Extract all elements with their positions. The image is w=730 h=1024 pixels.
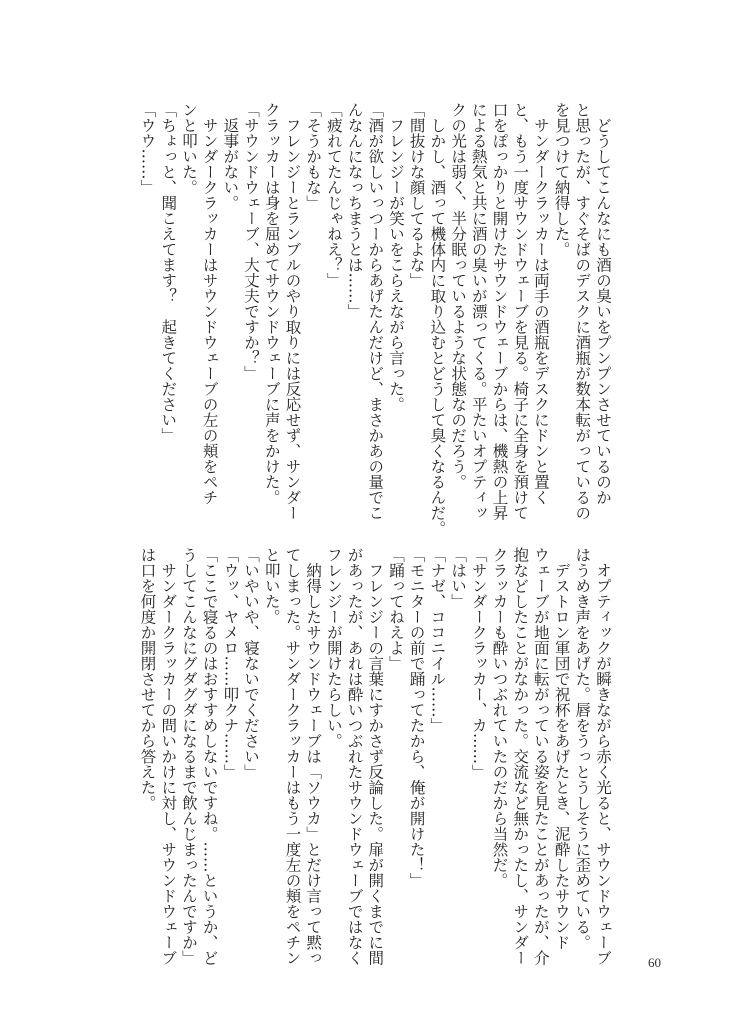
page-number: 60	[648, 955, 661, 970]
text-line: 返事がない。	[221, 102, 240, 211]
text-line: クラッカーも酔いつぶれていたのだから当然だ。	[490, 547, 509, 888]
text-line: クラッカーは身を屈めてサウンドウェーブに声をかけた。	[262, 102, 281, 505]
text-line: サンダークラッカーは両手の酒瓶をデスクにドンと置く	[531, 102, 550, 505]
text-line: ンと叩いた。	[179, 102, 198, 195]
text-line: と、もう一度サウンドウェーブを見る。椅子に全身を預けて	[511, 102, 530, 521]
text-line: んなんになっちまうとは……」	[345, 102, 364, 319]
text-line: はうめき声をあげた。唇をうっとうしそうに歪めている。	[573, 547, 592, 950]
text-line: 「ウッ、ヤメロ……叩クナ……」	[221, 547, 240, 780]
text-line: 「ちょっと、聞こえてます？ 起きてください」	[159, 102, 178, 443]
text-line: オプティックが瞬きながら赤く光ると、サウンドウェーブ	[594, 547, 612, 966]
text-line: てしまった。サンダークラッカーはもう一度左の頬をペチン	[283, 547, 302, 966]
text-line: を見つけて納得した。	[552, 102, 571, 257]
text-line: 「はい」	[449, 547, 468, 609]
text-line: クの光は弱く、半分眠っているような状態なのだろう。	[449, 102, 468, 490]
text-line: フレンジーが開けたらしい。	[324, 547, 343, 749]
text-line: サンダークラッカーの問いかけに対し、サウンドウェーブ	[159, 547, 178, 966]
text-line: 「踊ってねえよ」	[386, 547, 405, 671]
text-line: フレンジーが笑いをこらえながら言った。	[386, 102, 405, 412]
text-line: があったが、あれは酔いつぶれたサウンドウェーブではなく	[345, 547, 364, 966]
text-line: 「サンダークラッカー、カ……」	[469, 547, 488, 780]
text-line: は口を何度か開閉させてから答えた。	[138, 547, 157, 811]
text-line: 「疲れてたんじゃねえ？」	[324, 102, 343, 288]
text-line: 「いやいや、寝ないでください」	[242, 547, 261, 780]
text-line: と叩いた。	[262, 547, 281, 625]
text-line: 「間抜けな顔してるよな」	[407, 102, 426, 288]
text-line: 「ウウ……」	[138, 102, 157, 195]
text-line: ウェーブが地面に転がっている姿を見たことがあったが、介	[531, 547, 550, 966]
text-line: 納得したサウンドウェーブは「ソウカ」とだけ言って黙っ	[304, 547, 323, 966]
text-line: サンダークラッカーはサウンドウェーブの左の頬をペチ	[200, 102, 219, 505]
text-line: フレンジーの言葉にすかさず反論した。扉が開くまでに間	[366, 547, 385, 966]
text-line: 「酒が欲しいっつーからあげたんだけど、まさかあの量でこ	[366, 102, 385, 521]
text-line: と思ったが、すぐそばのデスクに酒瓶が数本転がっているの	[573, 102, 592, 521]
text-line: 「そうかもな」	[304, 102, 323, 211]
text-line: フレンジーとランブルのやり取りには反応せず、サンダー	[283, 102, 302, 521]
text-line: どうしてこんなにも酒の臭いをプンプンさせているのか	[594, 102, 612, 505]
text-line: による熱気と共に酒の臭いが漂ってくる。平たいオプティッ	[469, 102, 488, 521]
text-line: 口をぽっかりと開けたサウンドウェーブからは、機熱の上昇	[490, 102, 509, 521]
top-text-block	[137, 102, 613, 536]
text-line: しかし、酒って機体内に取り込むとどうして臭くなるんだ。	[428, 102, 447, 536]
text-line: 「サウンドウェーブ、大丈夫ですか？」	[242, 102, 261, 381]
text-line: 「ここで寝るのはおすすめしないですね。……というか、ど	[200, 547, 219, 966]
text-line: 「モニターの前で踊ってたから、俺が開けた！」	[407, 547, 426, 888]
text-line: デストロン軍団で祝杯をあげたとき、泥酔したサウンド	[552, 547, 571, 950]
text-line: 抱などしたことがなかった。交流など無かったし、サンダー	[511, 547, 530, 966]
text-line: 「ナゼ、ココニイル……」	[428, 547, 447, 733]
text-line: うしてこんなにグダグダになるまで飲んじまったんですか」	[179, 547, 198, 966]
bottom-text-block	[137, 547, 613, 966]
